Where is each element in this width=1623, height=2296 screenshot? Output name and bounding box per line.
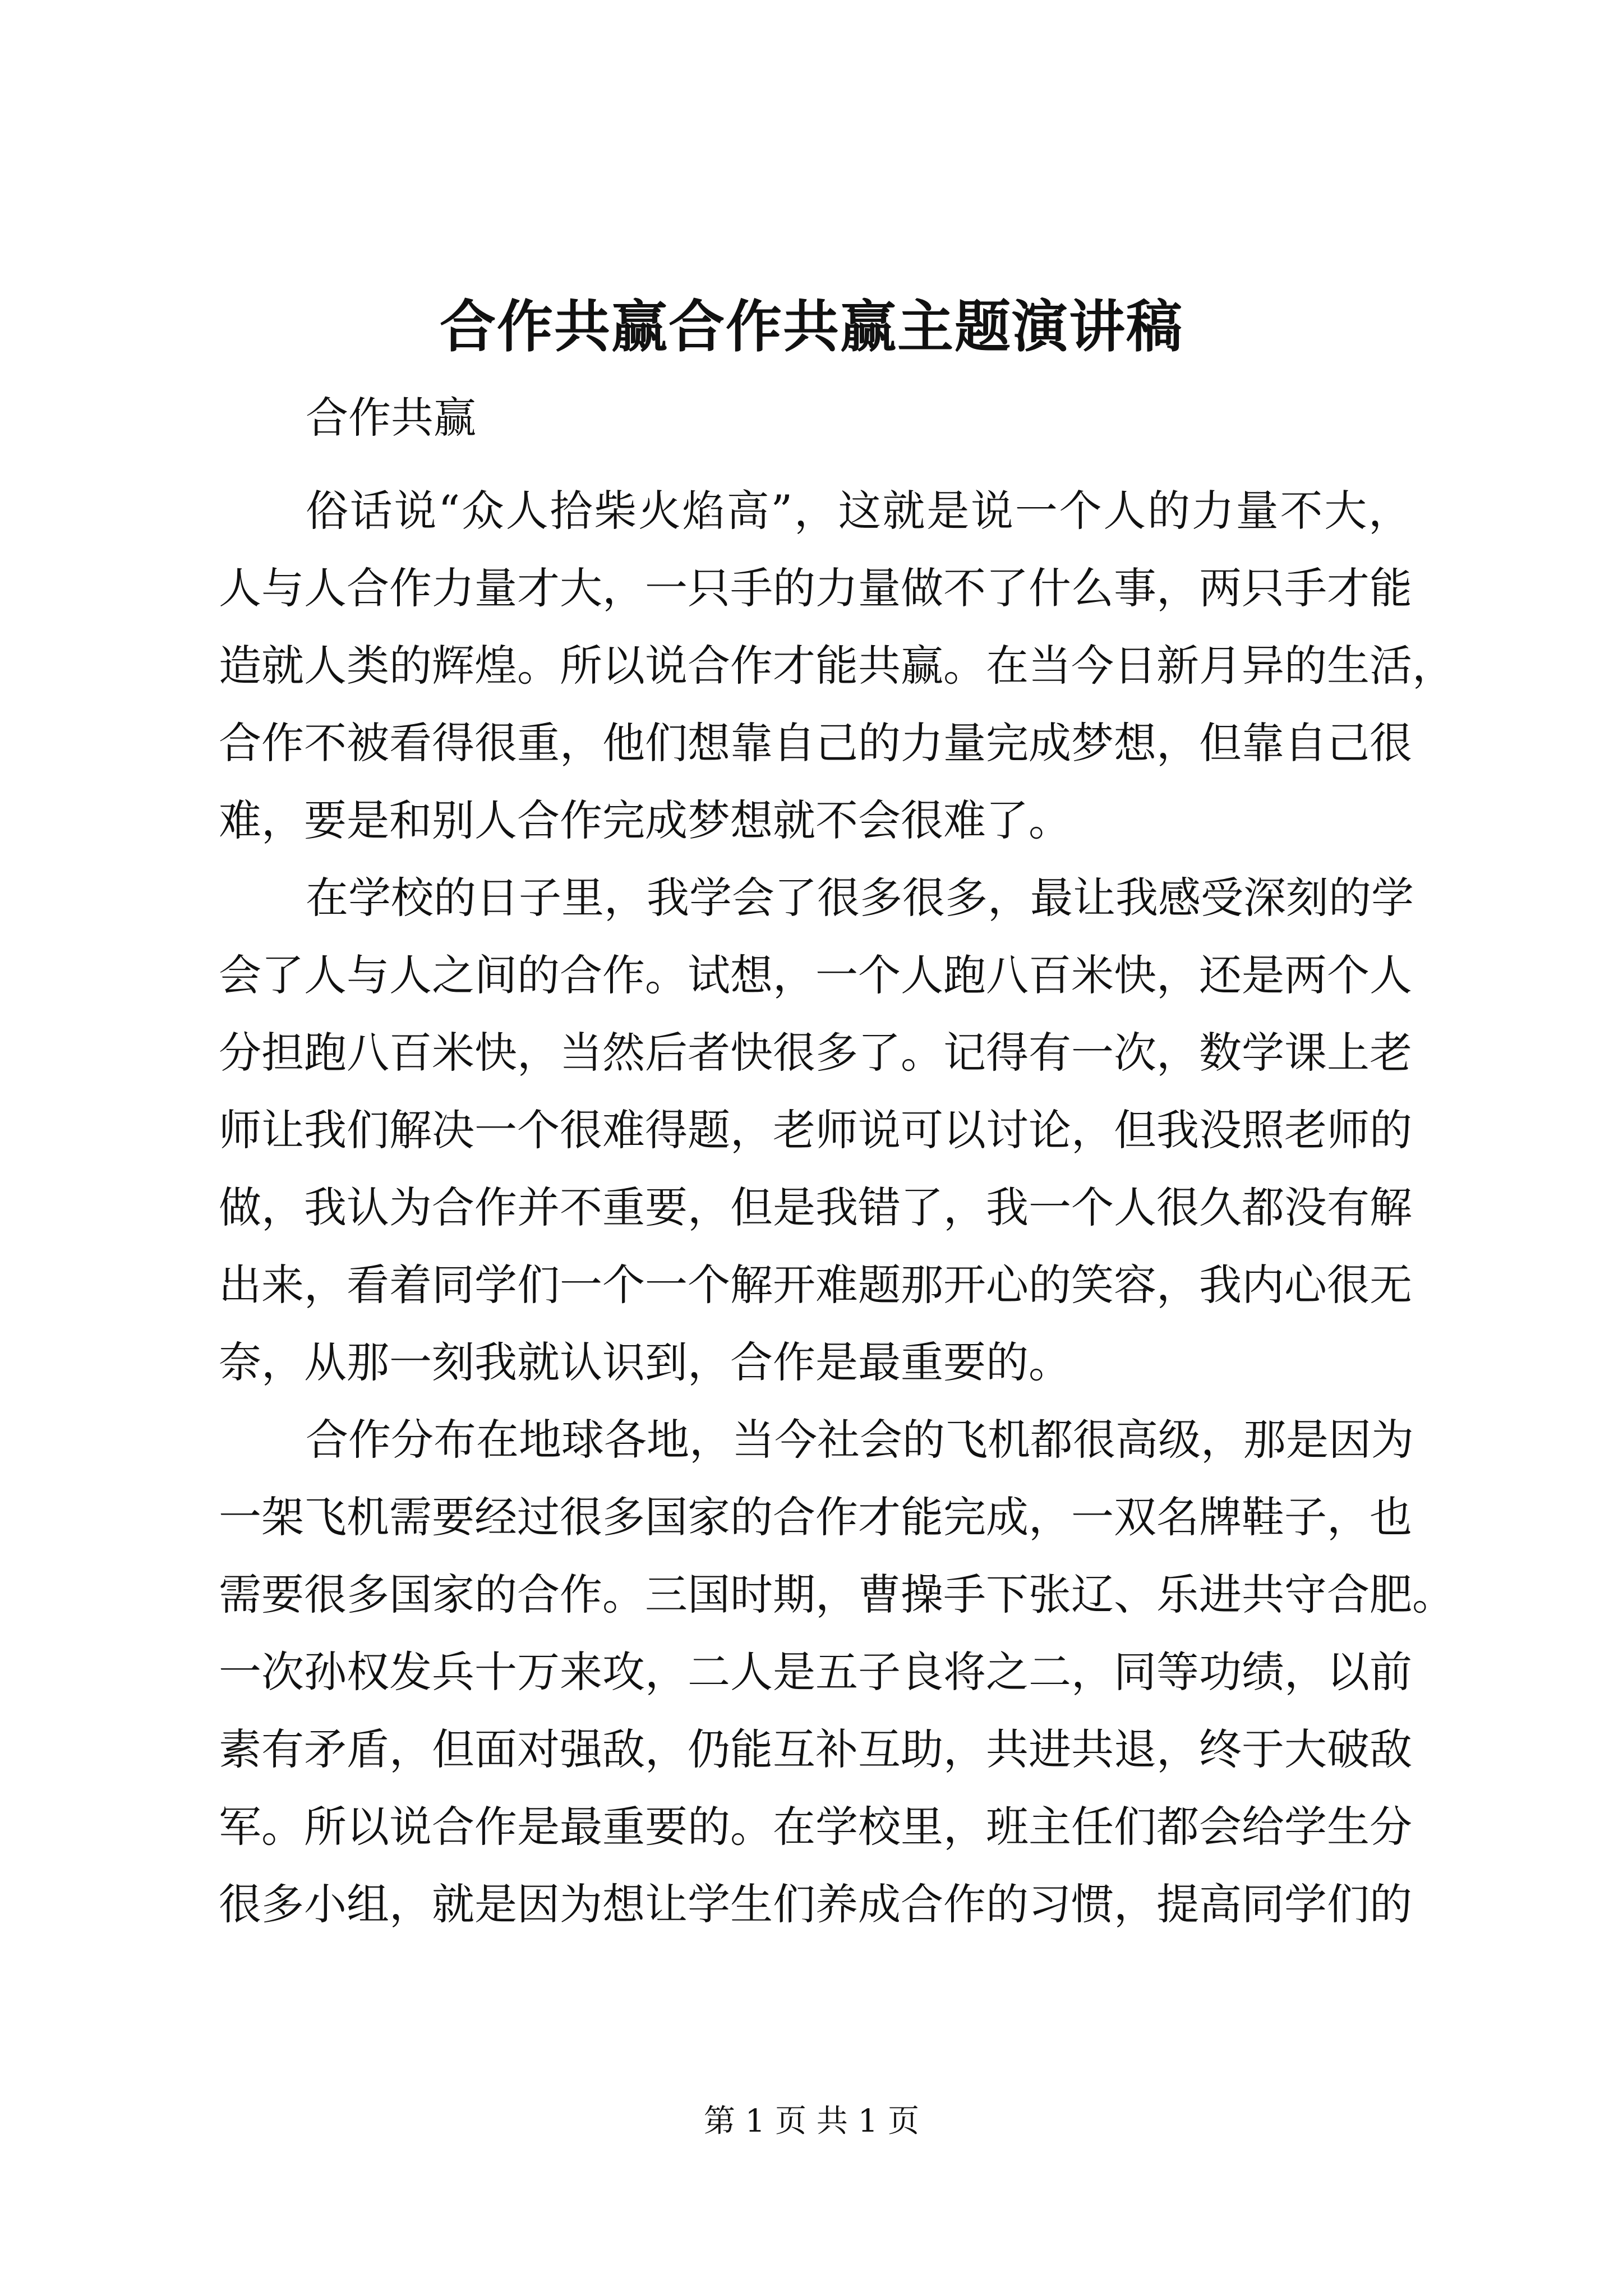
paragraph-3 — [219, 1401, 1455, 1943]
paragraph-line: 军。所以说合作是最重要的。在学校里，班主任们都会给学生分 — [219, 1802, 1412, 1852]
paragraph-line: 难，要是和别人合作完成梦想就不会很难了。 — [219, 795, 1071, 845]
paragraph-line: 合作分布在地球各地，当今社会的飞机都很高级，那是因为 — [306, 1415, 1414, 1465]
paragraph-line: 需要很多国家的合作。三国时期，曹操手下张辽、乐进共守合肥。 — [219, 1570, 1455, 1619]
document-subtitle: 合作共赢 — [306, 393, 476, 443]
document-title: 合作共赢合作共赢主题演讲稿 — [440, 293, 1183, 360]
paragraph-line: 人与人合作力量才大，一只手的力量做不了什么事，两只手才能 — [219, 563, 1412, 613]
paragraph-line: 分担跑八百米快，当然后者快很多了。记得有一次，数学课上老 — [219, 1028, 1412, 1078]
paragraph-line: 一次孙权发兵十万来攻，二人是五子良将之二，同等功绩，以前 — [219, 1647, 1412, 1697]
paragraph-line: 出来，看着同学们一个一个解开难题那开心的笑容，我内心很无 — [219, 1260, 1412, 1310]
paragraph-line: 做，我认为合作并不重要，但是我错了，我一个人很久都没有解 — [219, 1182, 1412, 1232]
paragraph-line: 一架飞机需要经过很多国家的合作才能完成，一双名牌鞋子，也 — [219, 1492, 1412, 1542]
paragraph-line: 奈，从那一刻我就认识到，合作是最重要的。 — [219, 1337, 1071, 1387]
paragraph-line: 师让我们解决一个很难得题，老师说可以讨论，但我没照老师的 — [219, 1105, 1412, 1155]
paragraph-line: 合作不被看得很重，他们想靠自己的力量完成梦想，但靠自己很 — [219, 718, 1412, 768]
paragraph-line: 俗话说“众人拾柴火焰高”，这就是说一个人的力量不大， — [306, 486, 1411, 536]
paragraph-line: 素有矛盾，但面对强敌，仍能互补互助，共进共退，终于大破敌 — [219, 1724, 1412, 1774]
paragraph-line: 在学校的日子里，我学会了很多很多，最让我感受深刻的学 — [306, 873, 1414, 923]
paragraph-1 — [219, 472, 1455, 859]
paragraph-line: 造就人类的辉煌。所以说合作才能共赢。在当今日新月异的生活， — [219, 641, 1455, 691]
paragraph-line: 很多小组，就是因为想让学生们养成合作的习惯，提高同学们的 — [219, 1879, 1412, 1929]
paragraph-line: 会了人与人之间的合作。试想，一个人跑八百米快，还是两个人 — [219, 950, 1412, 1000]
page-number-footer: 第 1 页 共 1 页 — [703, 2103, 920, 2139]
paragraph-2 — [219, 859, 1414, 1401]
